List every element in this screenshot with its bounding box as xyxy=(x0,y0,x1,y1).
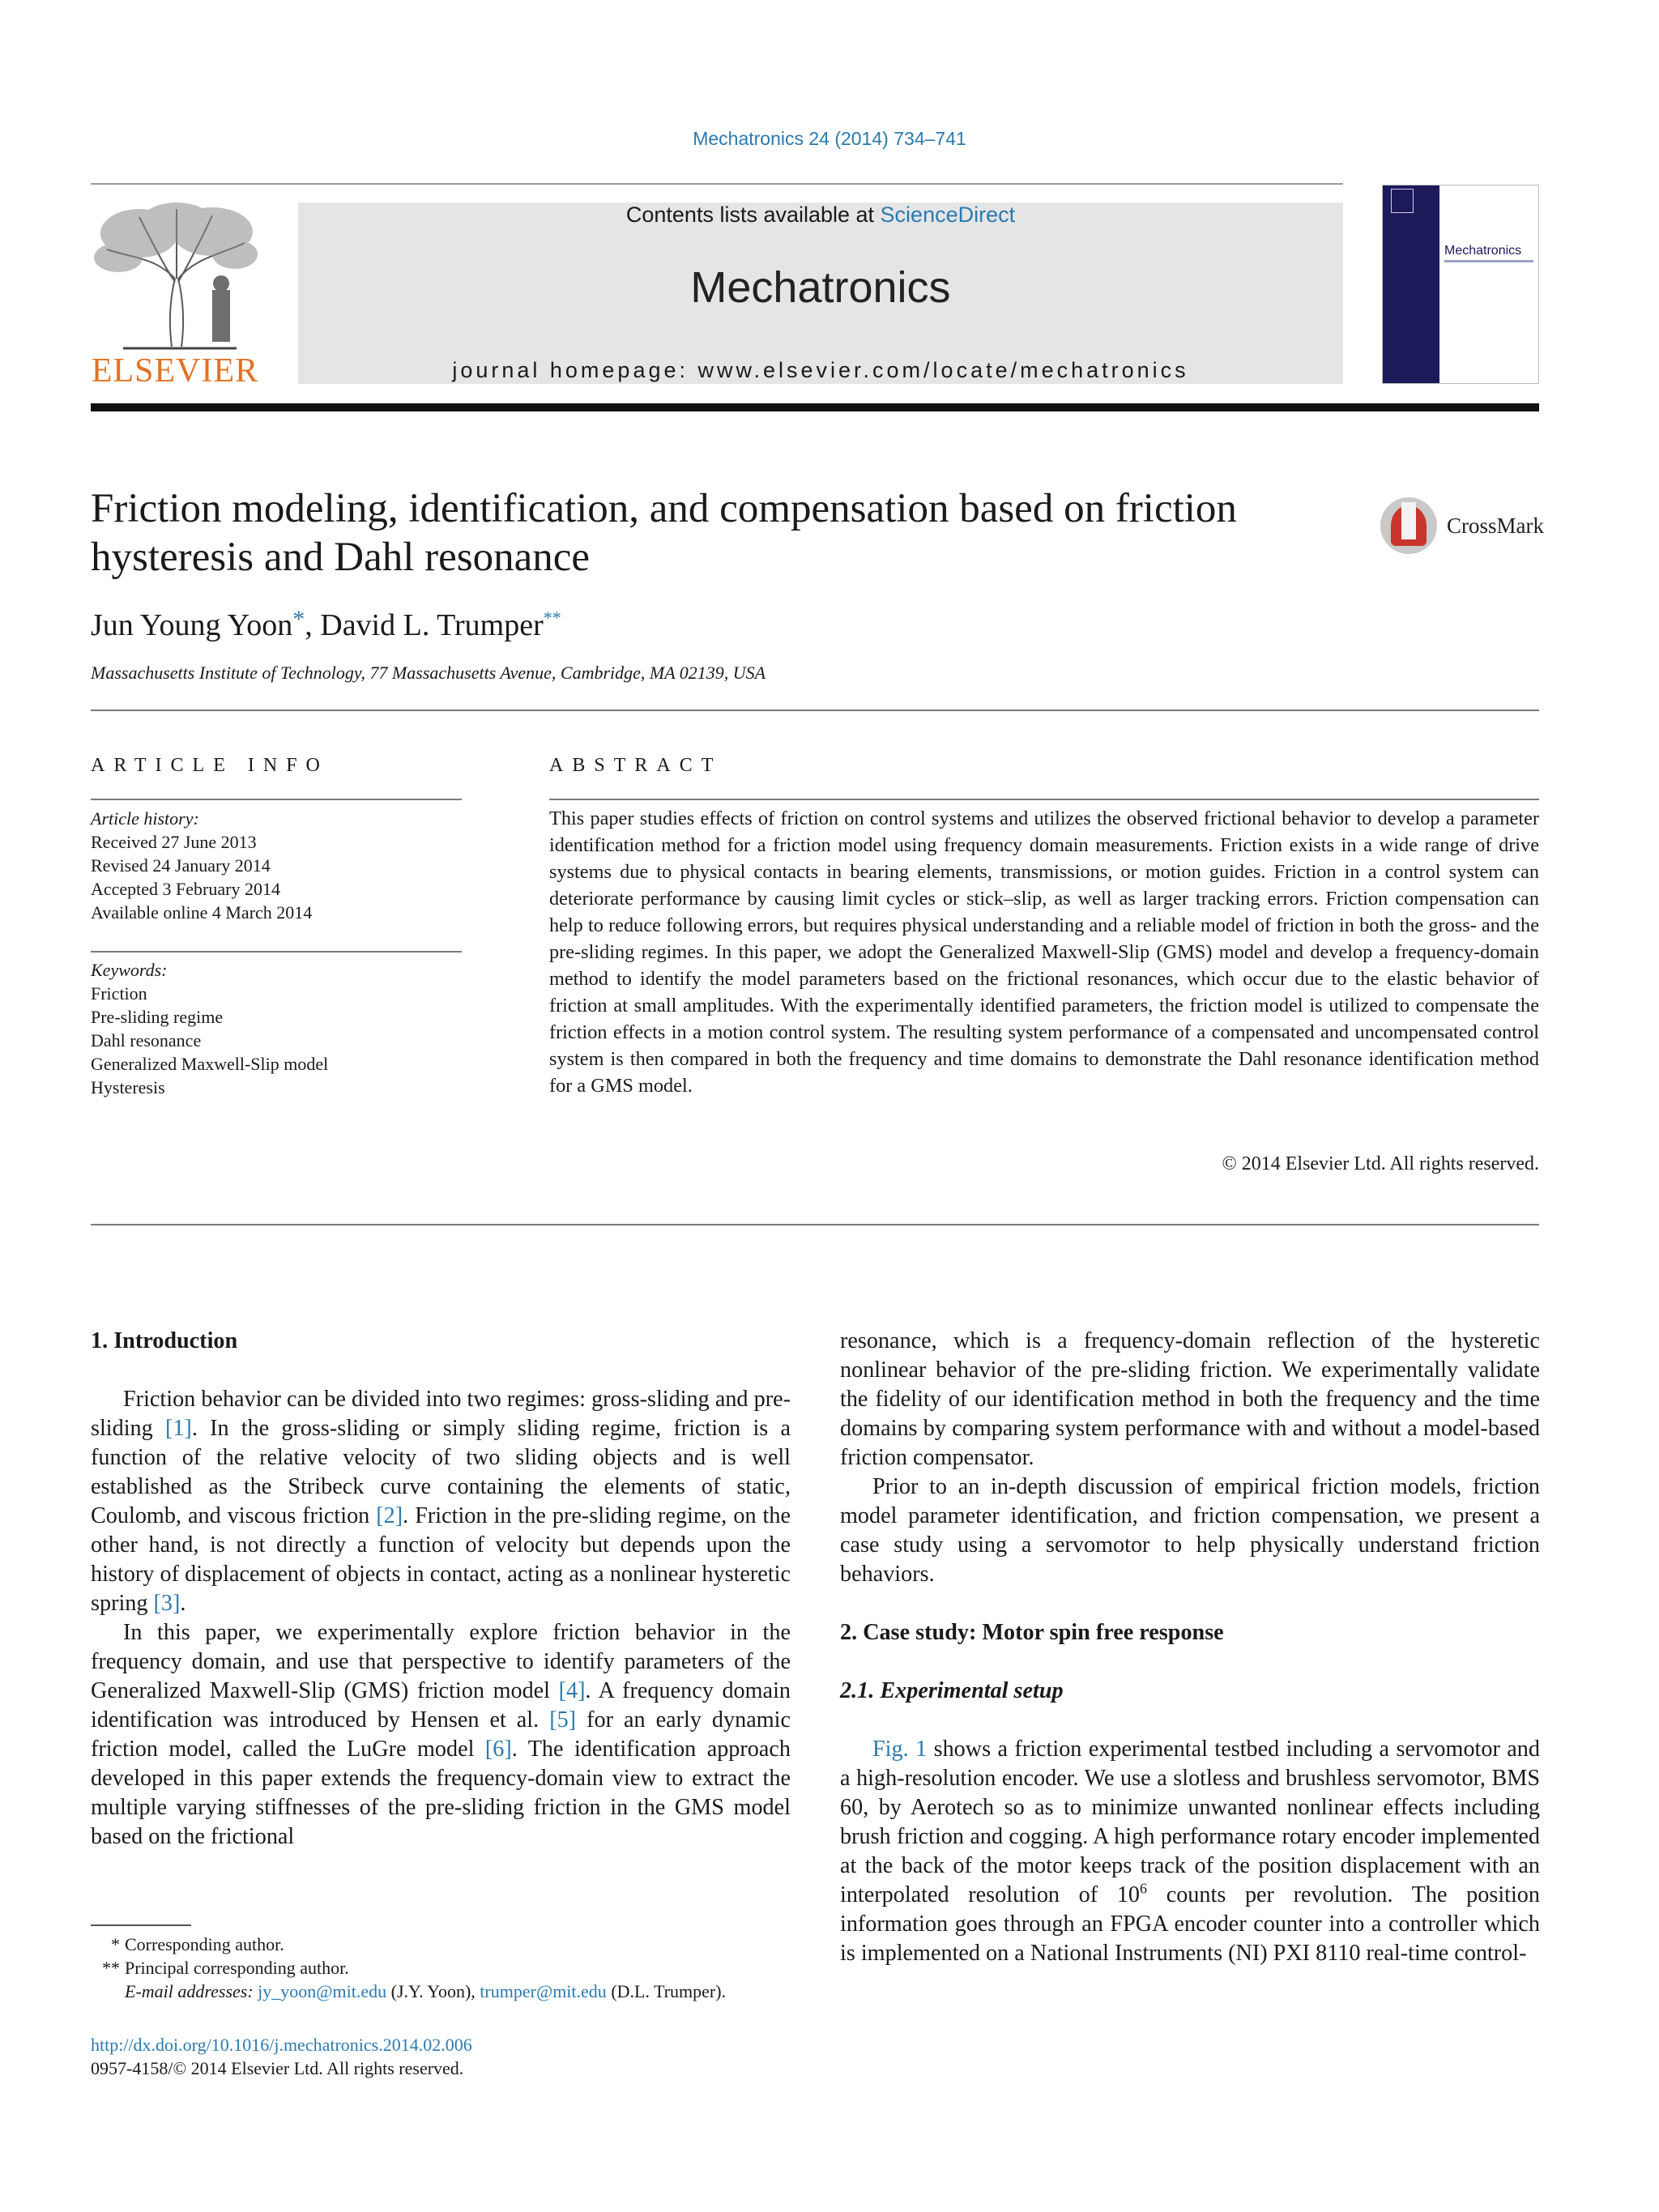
abstract-heading: ABSTRACT xyxy=(549,755,723,776)
body-column-right xyxy=(840,1327,1540,1968)
section-heading: 2. Case study: Motor spin free response xyxy=(840,1620,1224,1645)
divider xyxy=(549,799,1539,800)
contents-line xyxy=(298,202,1343,228)
author-list xyxy=(91,606,561,643)
history-item: Accepted 3 February 2014 xyxy=(91,879,280,899)
divider xyxy=(91,710,1539,711)
author-separator: , xyxy=(305,608,321,642)
article-info-heading: ARTICLE INFO xyxy=(91,755,329,776)
keywords xyxy=(91,958,328,1099)
citation-link[interactable]: [1] xyxy=(164,1416,192,1441)
keyword: Friction xyxy=(91,983,147,1004)
history-item: Revised 24 January 2014 xyxy=(91,855,271,876)
issn-line: 0957-4158/© 2014 Elsevier Ltd. All rights reserved. xyxy=(91,2058,464,2078)
author-name: Jun Young Yoon xyxy=(91,608,293,642)
footnote: * Corresponding author. xyxy=(111,1934,284,1954)
body-column-left xyxy=(91,1327,791,1852)
journal-name: Mechatronics xyxy=(690,263,951,312)
keyword: Generalized Maxwell-Slip model xyxy=(91,1054,329,1074)
doi-link[interactable]: http://dx.doi.org/10.1016/j.mechatronics.2014.02.006 xyxy=(91,2035,472,2055)
paragraph: Prior to an in-depth discussion of empirical friction models, friction model parameter identification, and friction compensation, we present a case study using a servomotor to help physically understand friction behaviors. xyxy=(840,1474,1540,1587)
citation-link[interactable]: [4] xyxy=(558,1678,586,1703)
paragraph: Fig. 1 shows a friction experimental testbed including a servomotor and a high-resolution encoder. We use a slotless and brushless servomotor, BMS 60, by Aerotech so as to minimize unwanted nonlinear effects including brush friction and cogging. A high performance rotary encoder implemented at the back of the motor keeps track of the position displacement with an interpolated resolution of $10^6$ counts per revolution. The position information goes through an FPGA encoder counter into a controller which is implemented on a National Instruments (NI) PXI 8110 real-time control- xyxy=(840,1737,1540,1966)
keywords-label: Keywords: xyxy=(91,960,168,980)
email-link[interactable]: jy_yoon@mit.edu xyxy=(258,1981,387,2001)
keyword: Pre-sliding regime xyxy=(91,1007,224,1027)
footnote: ** Principal corresponding author. xyxy=(102,1958,349,1978)
figure-link[interactable]: Fig. 1 xyxy=(872,1737,928,1762)
title-line-2: hysteresis and Dahl resonance xyxy=(91,535,591,580)
email-link[interactable]: trumper@mit.edu xyxy=(480,1981,607,2001)
email-footnote: E-mail addresses: jy_yoon@mit.edu (J.Y. Yoon), trumper@mit.edu (D.L. Trumper). xyxy=(125,1981,727,2001)
journal-homepage-link[interactable]: journal homepage: www.elsevier.com/locate/mechatronics xyxy=(452,358,1189,382)
journal-citation-link[interactable]: Mechatronics 24 (2014) 734–741 xyxy=(693,128,966,149)
contents-prefix: Contents lists available at xyxy=(625,202,881,227)
cover-emblem-icon xyxy=(1391,189,1414,213)
crossmark-label: CrossMark xyxy=(1447,514,1544,538)
paragraph: Friction behavior can be divided into two regimes: gross-sliding and pre-sliding [1]. In the gross-sliding or simply sliding regime, friction is a function of the relative velocity of two sliding objects and is well established as the Stribeck curve containing the elements of static, Coulomb, and viscous friction [2]. Friction in the pre-sliding regime, on the other hand, is not directly a function of velocity but depends upon the history of displacement of objects in contact, acting as a nonlinear hysteretic spring [3]. xyxy=(91,1387,791,1616)
history-item: Available online 4 March 2014 xyxy=(91,902,313,923)
keyword: Hysteresis xyxy=(91,1077,165,1097)
header-thick-rule xyxy=(91,403,1539,411)
divider xyxy=(91,951,462,953)
footnote-rule xyxy=(91,1924,191,1926)
sciencedirect-link[interactable]: ScienceDirect xyxy=(880,202,1016,227)
keyword: Dahl resonance xyxy=(91,1030,202,1051)
history-item: Received 27 June 2013 xyxy=(91,832,257,852)
cover-title: Mechatronics xyxy=(1444,244,1522,258)
author-name: David L. Trumper xyxy=(320,608,544,642)
journal-cover-image[interactable] xyxy=(1382,185,1539,384)
section-heading: 1. Introduction xyxy=(91,1328,238,1353)
affiliation: Massachusetts Institute of Technology, 77 Massachusetts Avenue, Cambridge, MA 02139, USA xyxy=(91,663,766,683)
title-line-1: Friction modeling, identification, and compensation based on friction xyxy=(91,486,1237,531)
footnotes xyxy=(91,1933,791,2003)
divider xyxy=(91,799,462,800)
paragraph: resonance, which is a frequency-domain reflection of the hysteretic nonlinear behavior of the pre-sliding friction. We experimentally validate the fidelity of our identification method in both the frequency and the time domains by comparing system performance with and without a model-based friction compensator. xyxy=(840,1328,1540,1470)
history-label: Article history: xyxy=(91,808,199,829)
abstract-text: This paper studies effects of friction on control systems and utilizes the observed frictional behavior to develop a parameter identification method for a friction model using frequency domain measurements. Friction exists in a wide range of drive systems due to physical contacts in bearing elements, transmissions, or motion guides. Friction in a control system can deteriorate performance by causing limit cycles or stick–slip, as well as larger tracking errors. Friction compensation can help to reduce following errors, but requires physical understanding and a reliable model of friction in both the gross- and the pre-sliding regimes. In this paper, we adopt the Generalized Maxwell-Slip (GMS) model and develop a frequency-domain method to identify the model parameters based on the frictional resonances, which occur due to the elastic behavior of friction at small amplitudes. With the experimentally identified parameters, the friction model is utilized to compensate the friction effects in a motion control system. The resulting system performance of a compensated and uncompensated control system is then compared in both the frequency and time domains to demonstrate the Dahl resonance identification method for a GMS model. xyxy=(549,808,1539,1097)
cover-spine xyxy=(1383,185,1439,383)
citation-link[interactable]: [6] xyxy=(484,1737,512,1762)
tree-emblem-icon xyxy=(91,201,259,352)
divider xyxy=(91,1224,1539,1225)
subsection-heading: 2.1. Experimental setup xyxy=(840,1678,1064,1703)
publisher-logo xyxy=(91,201,259,389)
journal-banner xyxy=(298,202,1343,384)
corresponding-author-mark[interactable]: * xyxy=(292,606,305,633)
citation-link[interactable]: [3] xyxy=(153,1591,181,1616)
principal-author-mark[interactable]: ** xyxy=(543,607,561,628)
article-history xyxy=(91,807,312,924)
header-rule xyxy=(91,183,1343,185)
crossmark-button[interactable] xyxy=(1380,497,1542,554)
paragraph: In this paper, we experimentally explore friction behavior in the frequency domain, and use that perspective to identify parameters of the Generalized Maxwell-Slip (GMS) friction model [4]. A frequency domain identification was introduced by Hensen et al. [5] for an early dynamic friction model, called the LuGre model [6]. The identification approach developed in this paper extends the frequency-domain view to extract the multiple varying stiffnesses of the pre-sliding friction in the GMS model based on the frictional xyxy=(91,1620,791,1849)
crossmark-icon xyxy=(1380,497,1437,554)
doi-block xyxy=(91,2033,472,2080)
abstract-copyright: © 2014 Elsevier Ltd. All rights reserved. xyxy=(1222,1153,1539,1174)
cover-subtitle-bar xyxy=(1444,260,1533,262)
citation-link[interactable]: [5] xyxy=(549,1707,577,1733)
citation-link[interactable]: [2] xyxy=(376,1503,403,1528)
publisher-wordmark: ELSEVIER xyxy=(91,352,259,390)
article-title xyxy=(91,484,1322,582)
